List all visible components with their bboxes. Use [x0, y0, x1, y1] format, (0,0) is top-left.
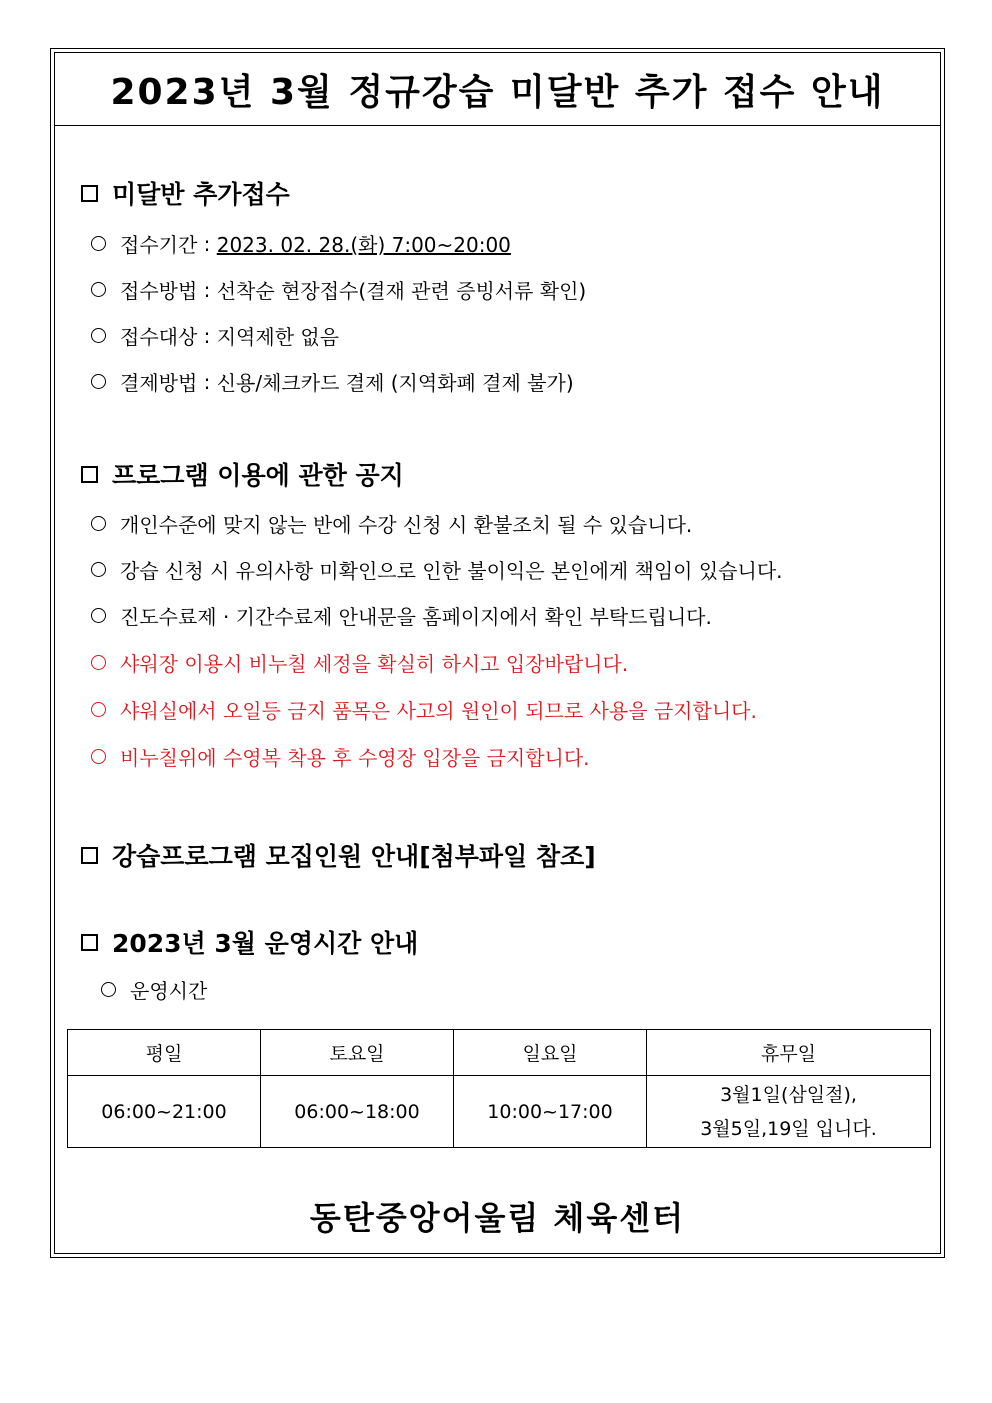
circle-bullet-icon — [91, 562, 106, 577]
circle-bullet-icon — [91, 328, 106, 343]
hours-label-text: 운영시간 — [130, 979, 208, 1003]
circle-bullet-icon — [91, 702, 106, 717]
header-saturday: 토요일 — [261, 1030, 454, 1076]
item-label: 결제방법 — [120, 371, 198, 395]
section-heading-recruitment — [81, 837, 596, 873]
warning-text: 샤워장 이용시 비누칠 세정을 확실히 하시고 입장바랍니다. — [120, 652, 629, 676]
section-heading-text: 미달반 추가접수 — [112, 180, 290, 209]
list-item-hours-label — [101, 975, 207, 1004]
title-box — [55, 53, 940, 126]
square-bullet-icon — [81, 934, 98, 951]
footer-organization: 동탄중앙어울림 체육센터 — [309, 1199, 686, 1237]
item-label: 접수대상 — [120, 325, 198, 349]
square-bullet-icon — [81, 847, 98, 864]
cell-saturday-hours: 06:00~18:00 — [261, 1076, 454, 1148]
cell-holiday — [647, 1076, 931, 1148]
circle-bullet-icon — [91, 236, 106, 251]
item-separator: : — [197, 277, 217, 302]
list-item-method — [91, 275, 586, 304]
cell-sunday-hours: 10:00~17:00 — [454, 1076, 647, 1148]
notice-text: 진도수료제 · 기간수료제 안내문을 홈페이지에서 확인 부탁드립니다. — [120, 605, 712, 629]
notice-text: 강습 신청 시 유의사항 미확인으로 인한 불이익은 본인에게 책임이 있습니다. — [120, 559, 783, 583]
item-label: 접수기간 — [120, 233, 198, 257]
item-separator: : — [197, 231, 217, 256]
list-item-notice — [91, 509, 692, 538]
item-value: 지역제한 없음 — [216, 325, 340, 349]
section-heading-program-notice — [81, 456, 404, 492]
circle-bullet-icon — [91, 749, 106, 764]
list-item-period — [91, 229, 511, 258]
notice-text: 개인수준에 맞지 않는 반에 수강 신청 시 환불조치 될 수 있습니다. — [120, 513, 693, 537]
square-bullet-icon — [81, 466, 98, 483]
operating-hours-table — [67, 1029, 931, 1148]
table-header-row — [68, 1030, 931, 1076]
document-inner-frame — [54, 52, 941, 1254]
holiday-line: 3월5일,19일 입니다. — [700, 1117, 877, 1140]
warning-text: 샤워실에서 오일등 금지 품목은 사고의 원인이 되므로 사용을 금지합니다. — [120, 699, 757, 723]
section-heading-text: 프로그램 이용에 관한 공지 — [112, 461, 404, 490]
header-sunday: 일요일 — [454, 1030, 647, 1076]
square-bullet-icon — [81, 185, 98, 202]
list-item-payment — [91, 367, 574, 396]
warning-text: 비누칠위에 수영복 착용 후 수영장 입장을 금지합니다. — [120, 746, 590, 770]
page-title: 2023년 3월 정규강습 미달반 추가 접수 안내 — [110, 71, 885, 113]
circle-bullet-icon — [91, 655, 106, 670]
list-item-notice — [91, 601, 712, 630]
circle-bullet-icon — [91, 374, 106, 389]
section-heading-extra-registration — [81, 175, 290, 211]
section-heading-operating-hours — [81, 924, 418, 960]
list-item-warning — [91, 695, 757, 724]
table-row — [68, 1076, 931, 1148]
item-value: 선착순 현장접수(결재 관련 증빙서류 확인) — [216, 279, 587, 303]
cell-weekday-hours: 06:00~21:00 — [68, 1076, 261, 1148]
item-value: 신용/체크카드 결제 (지역화폐 결제 불가) — [216, 371, 574, 395]
header-weekday: 평일 — [68, 1030, 261, 1076]
header-holiday: 휴무일 — [647, 1030, 931, 1076]
item-label: 접수방법 — [120, 279, 198, 303]
section-heading-text: 2023년 3월 운영시간 안내 — [112, 929, 419, 958]
list-item-warning — [91, 742, 590, 771]
circle-bullet-icon — [91, 608, 106, 623]
list-item-target — [91, 321, 339, 350]
circle-bullet-icon — [91, 282, 106, 297]
item-separator: : — [197, 369, 217, 394]
circle-bullet-icon — [101, 982, 116, 997]
document-outer-frame — [50, 48, 945, 1258]
circle-bullet-icon — [91, 516, 106, 531]
list-item-warning — [91, 648, 628, 677]
list-item-notice — [91, 555, 783, 584]
section-heading-text: 강습프로그램 모집인원 안내[첨부파일 참조] — [112, 842, 596, 871]
item-value: 2023. 02. 28.(화) 7:00~20:00 — [216, 233, 511, 257]
item-separator: : — [197, 323, 217, 348]
holiday-line: 3월1일(삼일절), — [720, 1083, 857, 1106]
